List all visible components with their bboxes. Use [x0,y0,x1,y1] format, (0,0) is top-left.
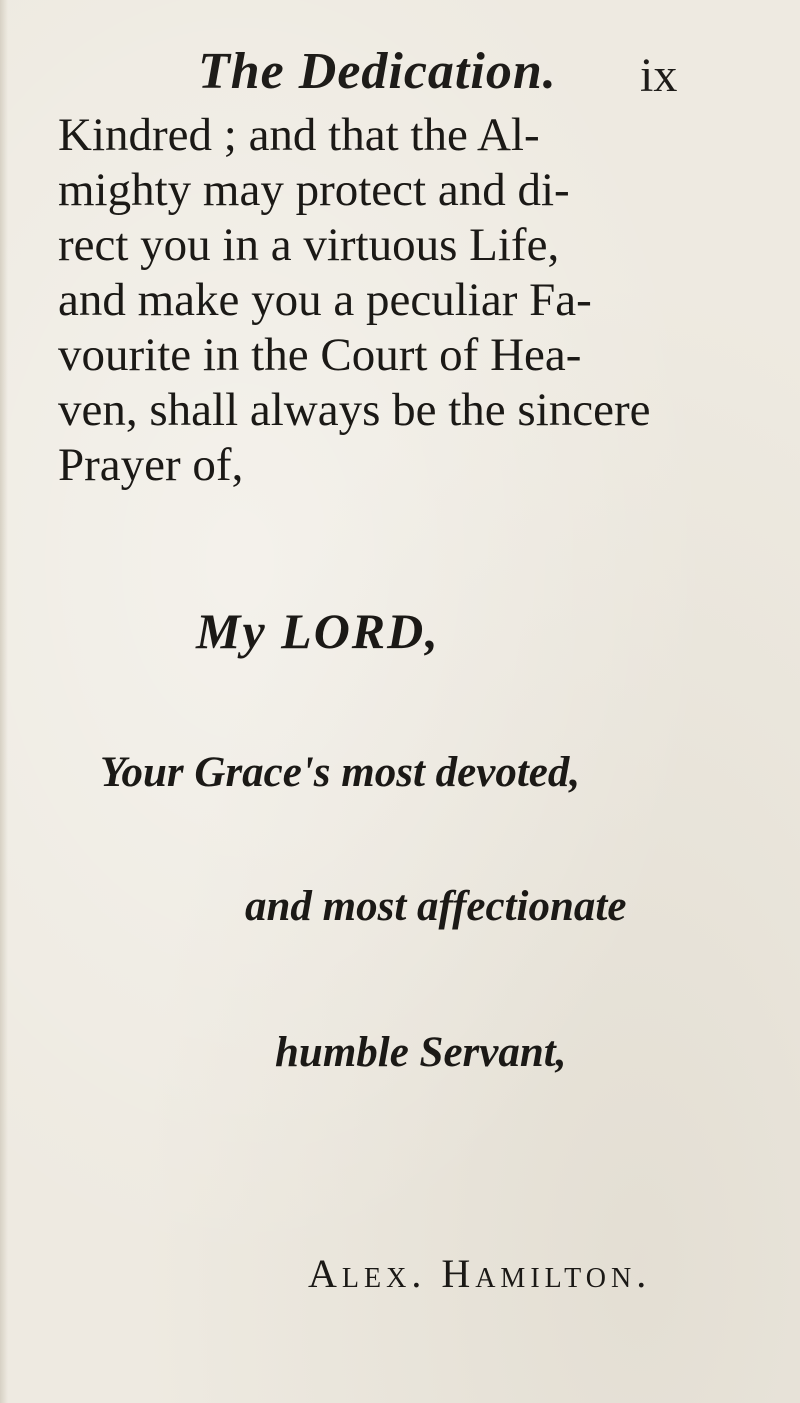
body-line: ven, shall always be the sincere [58,384,651,436]
closing-line-devoted: Your Grace's most devoted, [100,749,581,796]
closing-line-servant: humble Servant, [275,1029,567,1076]
body-line: and make you a peculiar Fa- [58,274,592,326]
page-number: ix [640,49,678,102]
body-line: Prayer of, [58,439,244,491]
salutation: My LORD, [196,603,440,659]
body-line: vourite in the Court of Hea- [58,329,582,381]
body-line: mighty may protect and di- [58,164,570,216]
signature: Alex. Hamilton. [308,1251,652,1296]
body-line: Kindred ; and that the Al- [58,109,540,161]
page-edge-shadow [0,0,8,1403]
running-head [0,42,800,112]
body-line: rect you in a virtuous Life, [58,219,560,271]
running-title: The Dedication. [198,43,557,100]
dedication-body [58,108,758,493]
closing-line-affectionate: and most affectionate [245,883,627,930]
